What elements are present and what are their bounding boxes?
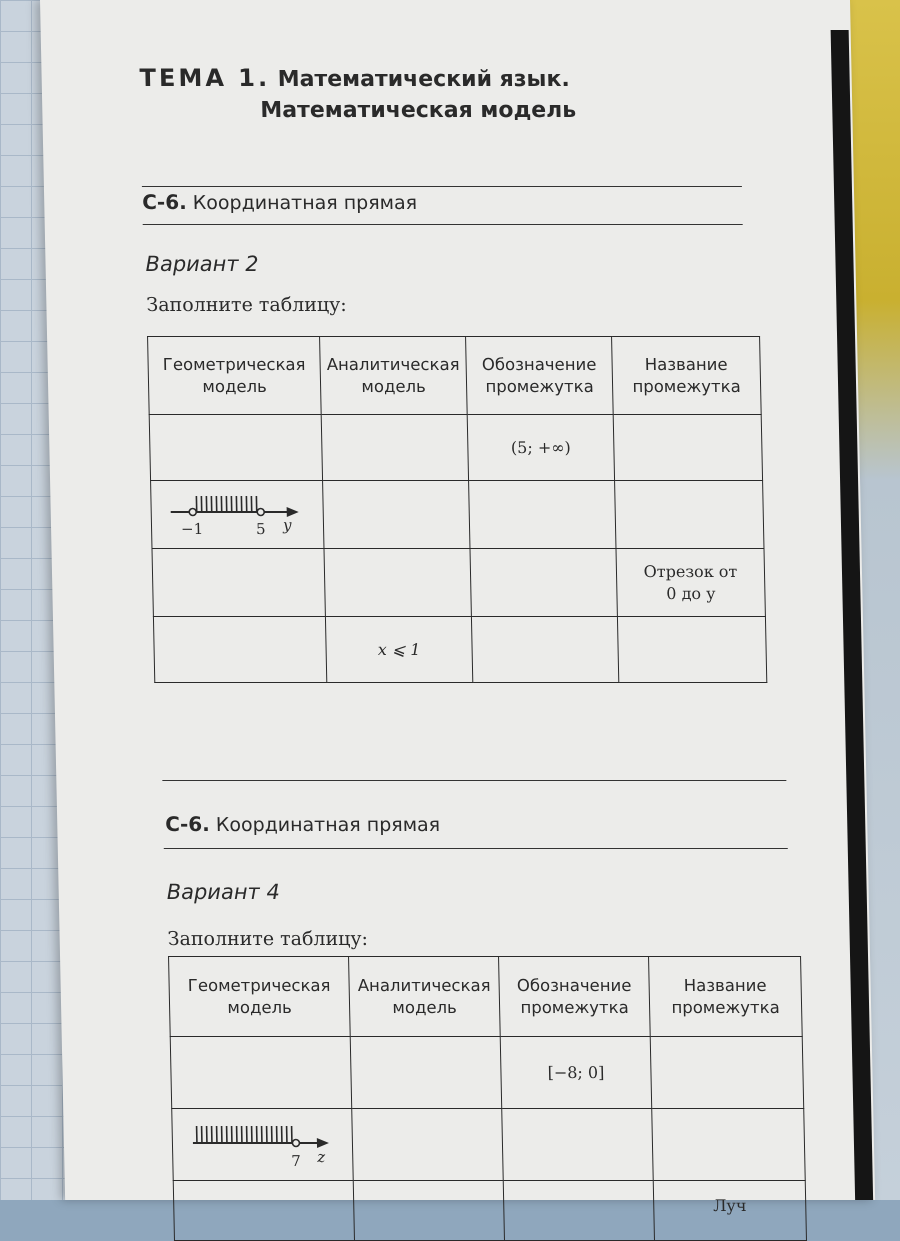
interval-table xyxy=(168,956,807,1241)
point-label-left: −1 xyxy=(180,520,202,538)
table-header-row xyxy=(169,957,803,1037)
topic-line1: Математический язык. xyxy=(277,67,570,92)
table-cell xyxy=(149,415,322,481)
table-cell xyxy=(350,1037,502,1109)
table-cell xyxy=(469,481,616,549)
divider-line xyxy=(162,780,786,781)
header-cell: Название промежутка xyxy=(612,337,762,415)
section-name: Координатная прямая xyxy=(193,192,418,214)
table-cell xyxy=(324,549,471,617)
table-cell: (5; +∞) xyxy=(467,415,614,481)
header-cell: Геометрическая модель xyxy=(148,337,322,415)
header-cell: Обозначение промежутка xyxy=(466,337,614,415)
table-cell xyxy=(470,549,617,617)
table-row xyxy=(170,1037,804,1109)
table-cell: x ⩽ 1 xyxy=(325,617,472,683)
point-label-right: 7 xyxy=(291,1152,301,1170)
divider-line xyxy=(164,848,788,849)
hatching xyxy=(196,1126,291,1142)
variant-label: Вариант 2 xyxy=(145,252,259,276)
table-cell xyxy=(615,481,764,549)
instruction-text: Заполните таблицу: xyxy=(167,928,368,950)
section-code: С-6. xyxy=(142,190,187,214)
table-row xyxy=(172,1109,806,1181)
table-cell: [−8; 0] xyxy=(500,1037,652,1109)
table-cell xyxy=(503,1181,654,1241)
header-cell: Геометрическая модель xyxy=(169,957,351,1037)
table-cell xyxy=(323,481,470,549)
table-cell xyxy=(170,1037,352,1109)
table-row xyxy=(151,481,764,549)
point-label-right: 5 xyxy=(255,520,265,538)
table-cell xyxy=(152,549,325,617)
divider-line xyxy=(143,224,743,225)
topic-line2: Математическая модель xyxy=(260,98,576,123)
header-cell: Обозначение промежутка xyxy=(499,957,651,1037)
table-cell xyxy=(650,1037,804,1109)
header-cell: Название промежутка xyxy=(649,957,803,1037)
table-row xyxy=(153,617,766,683)
table-header-row xyxy=(148,337,762,415)
table-cell xyxy=(652,1109,806,1181)
table-cell xyxy=(352,1109,504,1181)
variant-label: Вариант 4 xyxy=(166,880,280,904)
axis-variable-label: y xyxy=(281,516,291,534)
table-cell xyxy=(502,1109,654,1181)
topic-heading xyxy=(139,64,570,92)
section-code: С-6. xyxy=(165,812,210,836)
axis-variable-label: z xyxy=(316,1148,325,1166)
open-point-right xyxy=(292,1139,299,1146)
table-cell xyxy=(153,617,326,683)
table-row xyxy=(152,549,765,617)
topic-prefix: ТЕМА 1. xyxy=(139,64,270,92)
header-cell: Аналитическая модель xyxy=(349,957,501,1037)
open-point-left xyxy=(189,508,196,515)
divider-line xyxy=(142,186,742,187)
number-line-figure xyxy=(162,484,313,540)
table-cell: Отрезок от 0 до у xyxy=(616,549,765,617)
open-point-right xyxy=(257,508,264,515)
textbook-page xyxy=(40,0,875,1200)
table-cell xyxy=(617,617,766,683)
table-cell xyxy=(321,415,468,481)
table-row xyxy=(173,1181,806,1241)
table-cell xyxy=(173,1181,354,1241)
table-cell xyxy=(353,1181,504,1241)
number-line-cell xyxy=(151,481,324,549)
hatching xyxy=(196,496,256,511)
interval-table xyxy=(147,336,767,683)
section-title xyxy=(165,812,440,836)
section-title xyxy=(142,190,417,214)
number-line-figure xyxy=(182,1112,343,1172)
section-name: Координатная прямая xyxy=(216,814,441,836)
table-cell xyxy=(613,415,762,481)
table-row xyxy=(149,415,762,481)
table-cell xyxy=(471,617,618,683)
arrow-icon xyxy=(316,1138,328,1148)
number-line-cell xyxy=(172,1109,354,1181)
header-cell: Аналитическая модель xyxy=(320,337,468,415)
instruction-text: Заполните таблицу: xyxy=(146,294,347,316)
table-cell: Луч xyxy=(653,1181,806,1241)
